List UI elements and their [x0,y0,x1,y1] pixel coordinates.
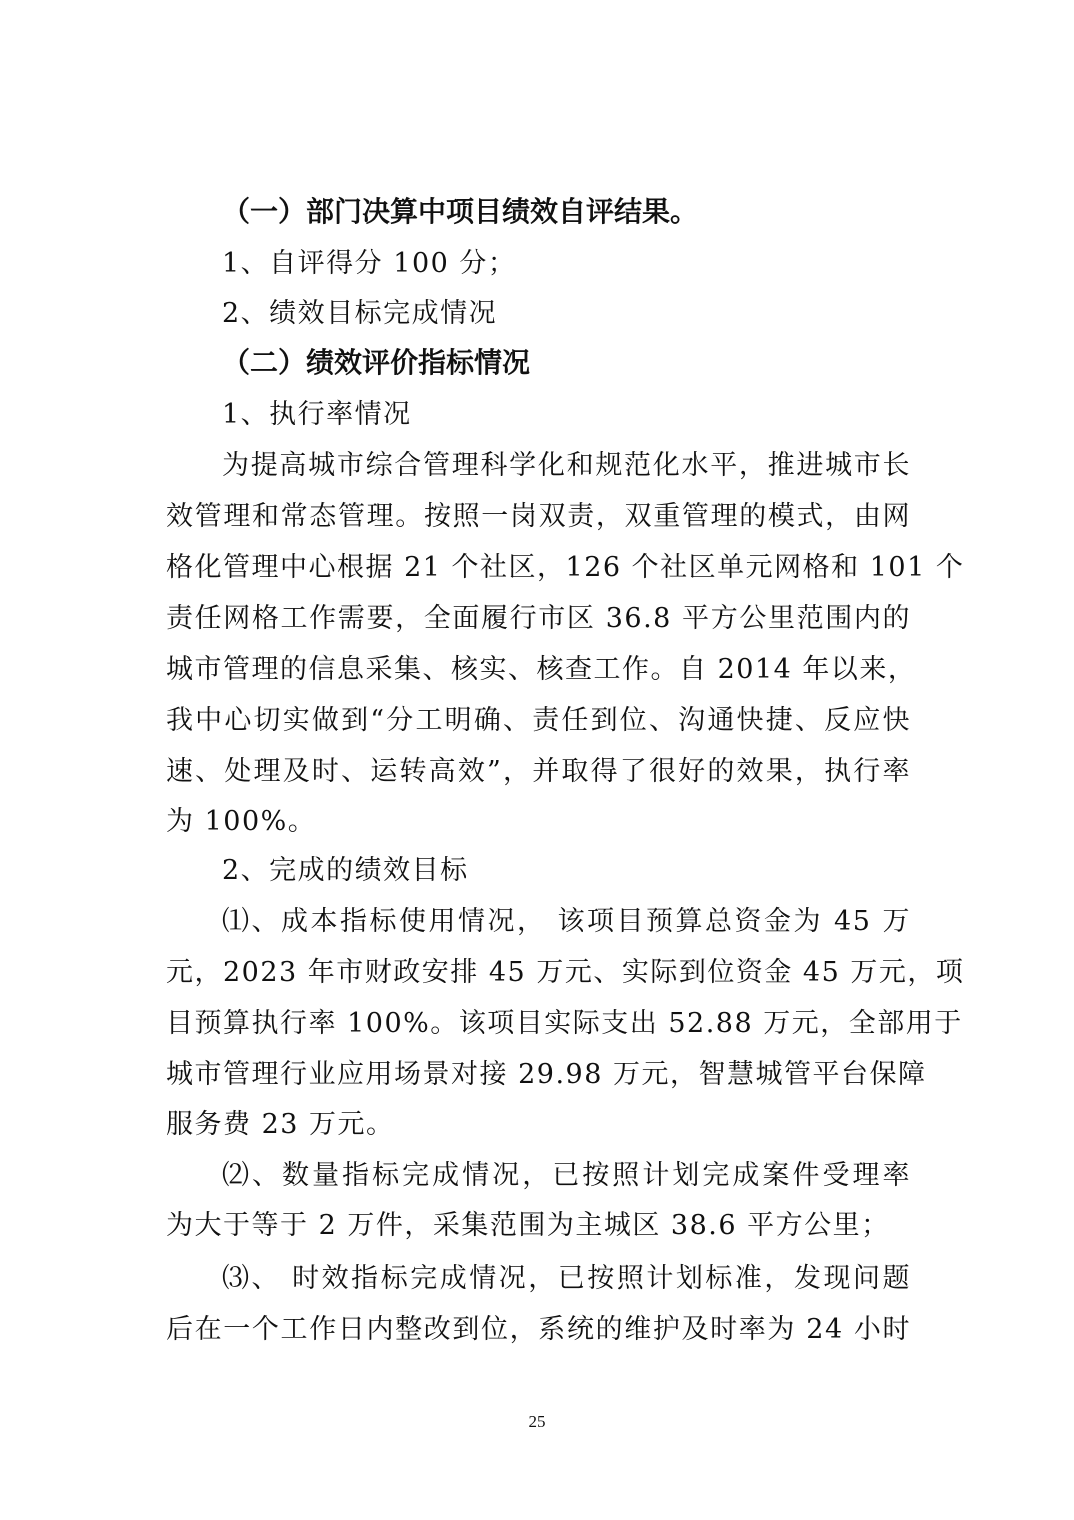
section-heading-2: （二）绩效评价指标情况 [222,346,531,379]
paragraph-line: 目预算执行率 100%。该项目实际支出 52.88 万元，全部用于 [166,1008,963,1039]
paragraph-line: 城市管理的信息采集、核实、核查工作。自 2014 年以来， [166,654,917,685]
paragraph-line: ⑶、 时效指标完成情况，已按照计划标准，发现问题 [222,1263,911,1294]
target-completion-item: 2、绩效目标完成情况 [222,298,498,329]
paragraph-line: 速、处理及时、运转高效”，并取得了很好的效果，执行率 [166,756,911,787]
execution-rate-title: 1、执行率情况 [222,399,412,430]
paragraph-line: ⑴、成本指标使用情况， 该项目预算总资金为 45 万 [222,906,911,937]
paragraph-line: 为提高城市综合管理科学化和规范化水平，推进城市长 [222,450,911,481]
section-heading-1: （一）部门决算中项目绩效自评结果。 [222,195,699,228]
paragraph-line: 为大于等于 2 万件，采集范围为主城区 38.6 平方公里； [166,1210,890,1241]
paragraph-line: ⑵、数量指标完成情况，已按照计划完成案件受理率 [222,1160,911,1191]
paragraph-line: 为 100%。 [166,806,317,837]
paragraph-line: 城市管理行业应用场景对接 29.98 万元，智慧城管平台保障 [166,1059,927,1090]
self-score-item: 1、自评得分 100 分； [222,248,517,279]
paragraph-line: 我中心切实做到“分工明确、责任到位、沟通快捷、反应快 [166,705,911,736]
paragraph-line: 格化管理中心根据 21 个社区，126 个社区单元网格和 101 个 [166,552,965,583]
paragraph-line: 服务费 23 万元。 [166,1109,395,1140]
paragraph-line: 责任网格工作需要，全面履行市区 36.8 平方公里范围内的 [166,603,911,634]
page-number: 25 [528,1412,546,1431]
paragraph-line: 元，2023 年市财政安排 45 万元、实际到位资金 45 万元，项 [166,957,965,988]
performance-target-title: 2、完成的绩效目标 [222,855,469,886]
paragraph-line: 效管理和常态管理。按照一岗双责，双重管理的模式，由网 [166,501,911,532]
paragraph-line: 后在一个工作日内整改到位，系统的维护及时率为 24 小时 [166,1314,911,1345]
